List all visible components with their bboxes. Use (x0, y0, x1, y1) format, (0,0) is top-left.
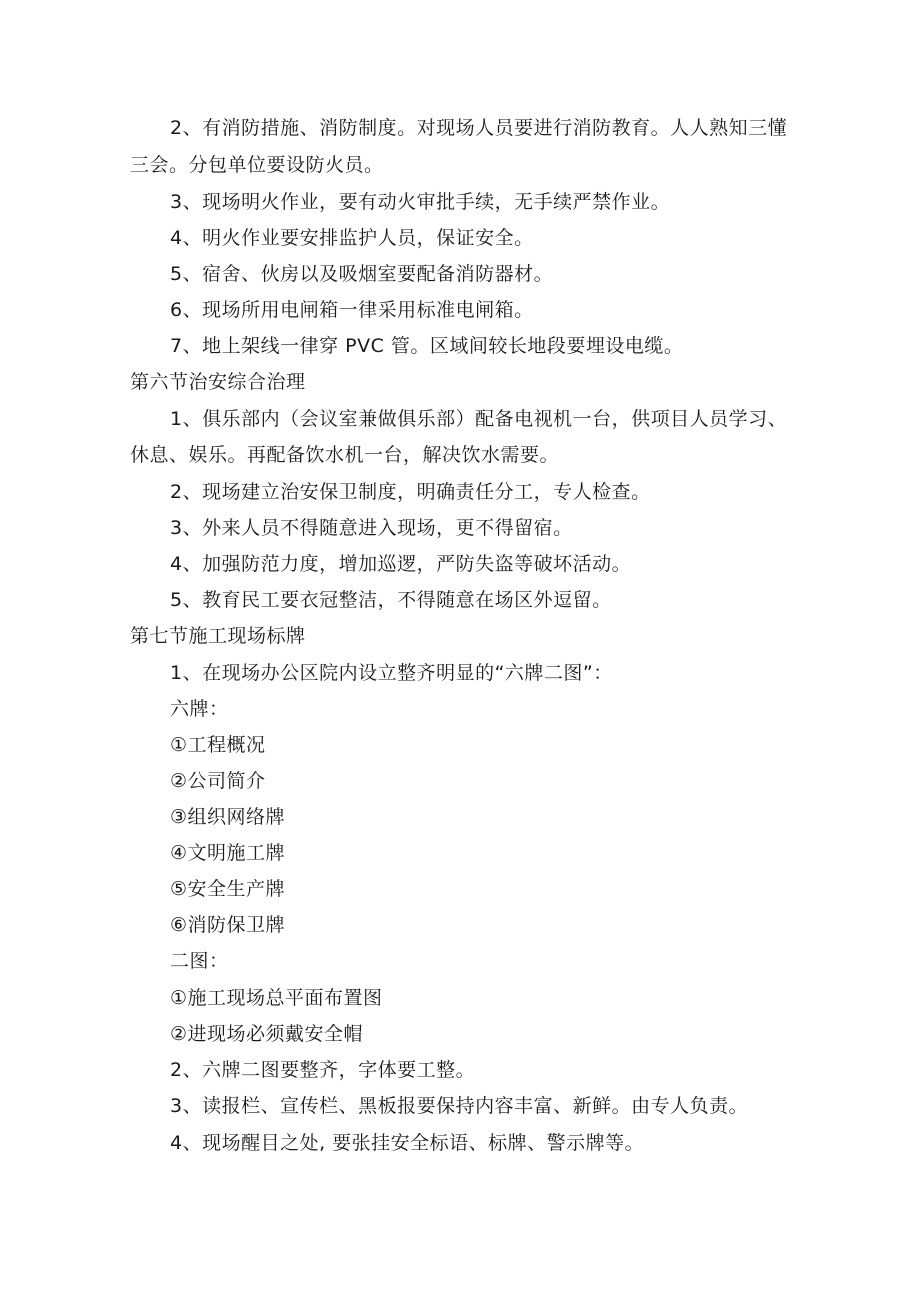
paragraph-line: 7、地上架线一律穿 PVC 管。区域间较长地段要埋设电缆。 (170, 335, 684, 357)
paragraph-line: 3、读报栏、宣传栏、黑板报要保持内容丰富、新鲜。由专人负责。 (170, 1095, 749, 1117)
paragraph-line: 5、宿舍、伙房以及吸烟室要配备消防器材。 (170, 263, 554, 285)
paragraph-line: 3、现场明火作业，要有动火审批手续，无手续严禁作业。 (170, 191, 671, 213)
list-item: ②公司简介 (170, 770, 266, 792)
paragraph-line: 3、外来人员不得随意进入现场，更不得留宿。 (170, 517, 573, 539)
section-heading: 第七节施工现场标牌 (130, 625, 306, 647)
list-item: ①工程概况 (170, 734, 266, 756)
paragraph-line: 4、明火作业要安排监护人员，保证安全。 (170, 227, 534, 249)
paragraph-line: 2、现场建立治安保卫制度，明确责任分工，专人检查。 (170, 481, 651, 503)
list-item: ③组织网络牌 (170, 806, 286, 828)
list-item: ④文明施工牌 (170, 842, 286, 864)
list-item: ⑤安全生产牌 (170, 878, 286, 900)
paragraph-line: 2、有消防措施、消防制度。对现场人员要进行消防教育。人人熟知三懂 (170, 117, 788, 139)
list-item: ①施工现场总平面布置图 (170, 987, 383, 1009)
paragraph-line: 2、六牌二图要整齐，字体要工整。 (170, 1059, 476, 1081)
paragraph-line: 4、加强防范力度，增加巡逻，严防失盗等破坏活动。 (170, 553, 632, 575)
paragraph-line: 6、现场所用电闸箱一律采用标准电闸箱。 (170, 299, 534, 321)
paragraph-line: 1、在现场办公区院内设立整齐明显的“六牌二图”： (170, 662, 613, 684)
paragraph-line: 1、俱乐部内（会议室兼做俱乐部）配备电视机一台，供项目人员学习、 (170, 408, 788, 430)
list-label: 二图： (170, 950, 229, 972)
paragraph-line: 5、教育民工要衣冠整洁，不得随意在场区外逗留。 (170, 589, 612, 611)
section-heading: 第六节治安综合治理 (130, 371, 306, 393)
list-item: ②进现场必须戴安全帽 (170, 1023, 364, 1045)
list-item: ⑥消防保卫牌 (170, 914, 286, 936)
paragraph-line: 三会。分包单位要设防火员。 (130, 154, 384, 176)
list-label: 六牌： (170, 698, 229, 720)
paragraph-line: 休息、娱乐。再配备饮水机一台，解决饮水需要。 (130, 444, 560, 466)
paragraph-line: 4、现场醒目之处, 要张挂安全标语、标牌、警示牌等。 (170, 1132, 645, 1154)
